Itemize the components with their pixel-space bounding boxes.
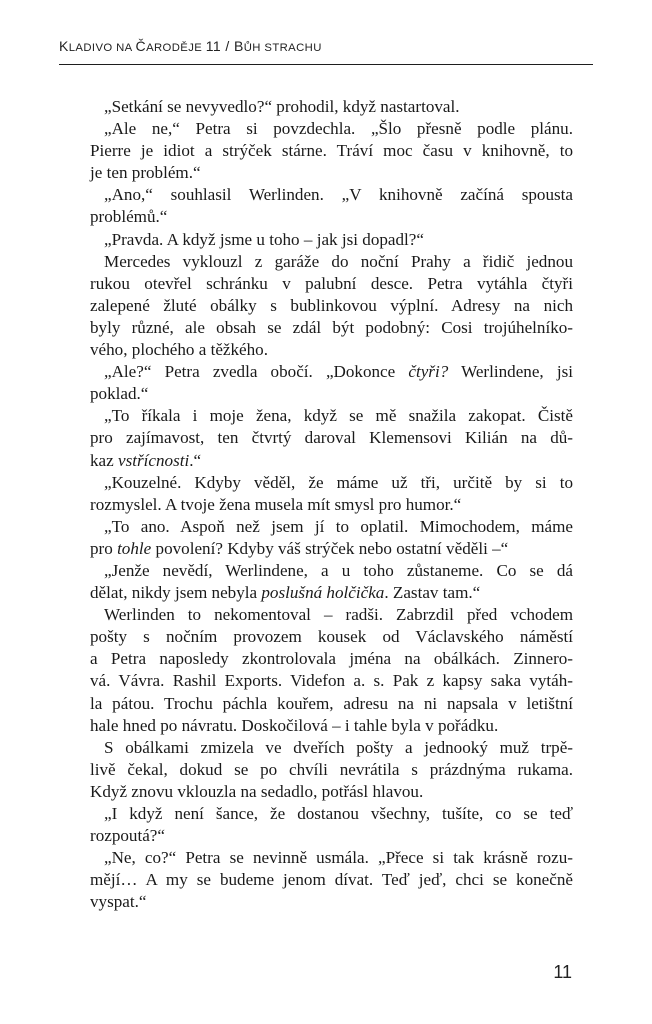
- paragraph: [90, 737, 573, 803]
- paragraph: [90, 229, 573, 251]
- text-line: byly různé, ale obsah se zdál být podobný: Cosi trojúhelníko-: [90, 317, 573, 337]
- text-line: hale hned po návratu. Doskočilová – i tahle byla v pořádku.: [90, 715, 499, 735]
- paragraph: [90, 405, 573, 471]
- paragraph: [90, 516, 573, 560]
- paragraph: [90, 847, 573, 913]
- text-line: rozmyslel. A tvoje žena musela mít smysl pro humor.“: [90, 494, 462, 514]
- text-line: „I když není šance, že dostanou všechny, tušíte, co se teď: [104, 804, 573, 823]
- text-line: „Ale ne,“ Petra si povzdechla. „Šlo přesně podle plánu.: [104, 119, 573, 139]
- text-line: je ten problém.“: [90, 163, 201, 183]
- text-run: pro: [90, 538, 118, 558]
- text-line: [90, 361, 573, 383]
- running-head-text: Č: [135, 38, 147, 54]
- text-line: la pátou. Trochu páchla kouřem, adresu na ni napsala v letištní: [90, 693, 573, 713]
- running-head: [59, 38, 592, 54]
- text-line: pošty s nočním provozem kousek od Václavského náměstí: [90, 627, 573, 647]
- text-line: pro zajímavost, ten čtvrtý daroval Klemensovi Kilián na dů-: [90, 428, 573, 448]
- header-rule: [59, 64, 593, 65]
- text-line: vyspat.“: [90, 892, 147, 912]
- paragraph: [90, 803, 573, 847]
- running-head-text: ŮH STRACHU: [243, 42, 322, 54]
- paragraph: [90, 184, 573, 228]
- paragraph: [90, 560, 573, 604]
- italic-text: čtyři?: [408, 362, 449, 382]
- running-head-text: K: [59, 38, 69, 54]
- body-text: [90, 96, 573, 913]
- text-line: „Ano,“ souhlasil Werlinden. „V knihovně začíná spousta: [104, 185, 573, 205]
- text-line: „To ano. Aspoň než jsem jí to oplatil. Mimochodem, máme: [104, 516, 573, 536]
- italic-text: tohle: [117, 538, 152, 558]
- italic-text: poslušná holčička: [261, 583, 385, 603]
- text-line: a Petra naposledy zkontrolovala jména na obálkách. Zinnero-: [90, 649, 573, 669]
- text-line: „Pravda. A když jsme u toho – jak jsi dopadl?“: [104, 229, 424, 249]
- page-number: 11: [553, 962, 572, 982]
- paragraph: [90, 361, 573, 405]
- paragraph: [90, 604, 573, 737]
- text-line: problémů.“: [90, 207, 168, 227]
- paragraph: [90, 251, 573, 361]
- text-line: Mercedes vyklouzl z garáže do noční Prahy a řidič jednou: [104, 251, 573, 271]
- text-line: [90, 450, 573, 472]
- text-line: livě čekal, dokud se po chvíli nevrátila s prázdnýma rukama.: [90, 759, 573, 779]
- text-line: „Jenže nevědí, Werlindene, a u toho zůstaneme. Co se dá: [104, 560, 573, 580]
- text-run: „Ale?“ Petra zvedla obočí. „Dokonce: [104, 362, 409, 382]
- italic-text: vstřícnosti: [118, 450, 190, 470]
- text-line: rukou otevřel schránku v palubní desce. Petra vytáhla čtyři: [90, 273, 573, 293]
- text-line: [90, 582, 573, 604]
- text-run: povolení? Kdyby váš strýček nebo ostatní věděli –“: [151, 538, 509, 558]
- text-run: kaz: [90, 450, 118, 470]
- text-line: mějí… A my se budeme jenom dívat. Teď jeď, chci se konečně: [90, 870, 573, 890]
- text-line: [90, 538, 573, 560]
- running-head-text: 11: [205, 38, 222, 54]
- text-line: Pierre je idiot a strýček stárne. Tráví moc času v knihovně, to: [90, 141, 573, 161]
- text-run: dělat, nikdy jsem nebyla: [90, 583, 262, 603]
- text-line: zalepené žluté obálky s bublinkovou výplní. Adresy na nich: [90, 295, 573, 315]
- text-line: „Kouzelné. Kdyby věděl, že máme už tři, určitě by si to: [104, 472, 573, 492]
- paragraph: [90, 118, 573, 184]
- text-run: .“: [189, 450, 202, 470]
- text-line: „Setkání se nevyvedlo?“ prohodil, když nastartoval.: [104, 97, 460, 116]
- paragraph: [90, 472, 573, 516]
- text-line: vého, plochého a těžkého.: [90, 340, 268, 360]
- running-head-text: LADIVO NA: [68, 42, 136, 54]
- paragraph: [90, 96, 573, 118]
- text-line: „To říkala i moje žena, když se mě snažila zakopat. Čistě: [104, 406, 573, 426]
- running-head-text: B: [233, 38, 244, 54]
- text-run: Werlindene, jsi: [448, 362, 573, 382]
- text-line: S obálkami zmizela ve dveřích pošty a jednooký muž trpě-: [104, 737, 573, 757]
- running-head-text: ARODĚJE: [146, 42, 206, 54]
- text-line: vá. Vávra. Rashil Exports. Videfon a. s. Pak z kapsy saka vytáh-: [90, 671, 573, 691]
- text-line: Když znovu vklouzla na sedadlo, potřásl hlavou.: [90, 781, 424, 801]
- text-line: „Ne, co?“ Petra se nevinně usmála. „Přece si tak krásně rozu-: [104, 848, 573, 868]
- text-line: rozpoutá?“: [90, 826, 165, 846]
- text-line: poklad.“: [90, 384, 149, 404]
- running-head-text: /: [221, 38, 234, 54]
- text-run: . Zastav tam.“: [384, 583, 481, 603]
- text-line: Werlinden to nekomentoval – radši. Zabrzdil před vchodem: [104, 605, 573, 625]
